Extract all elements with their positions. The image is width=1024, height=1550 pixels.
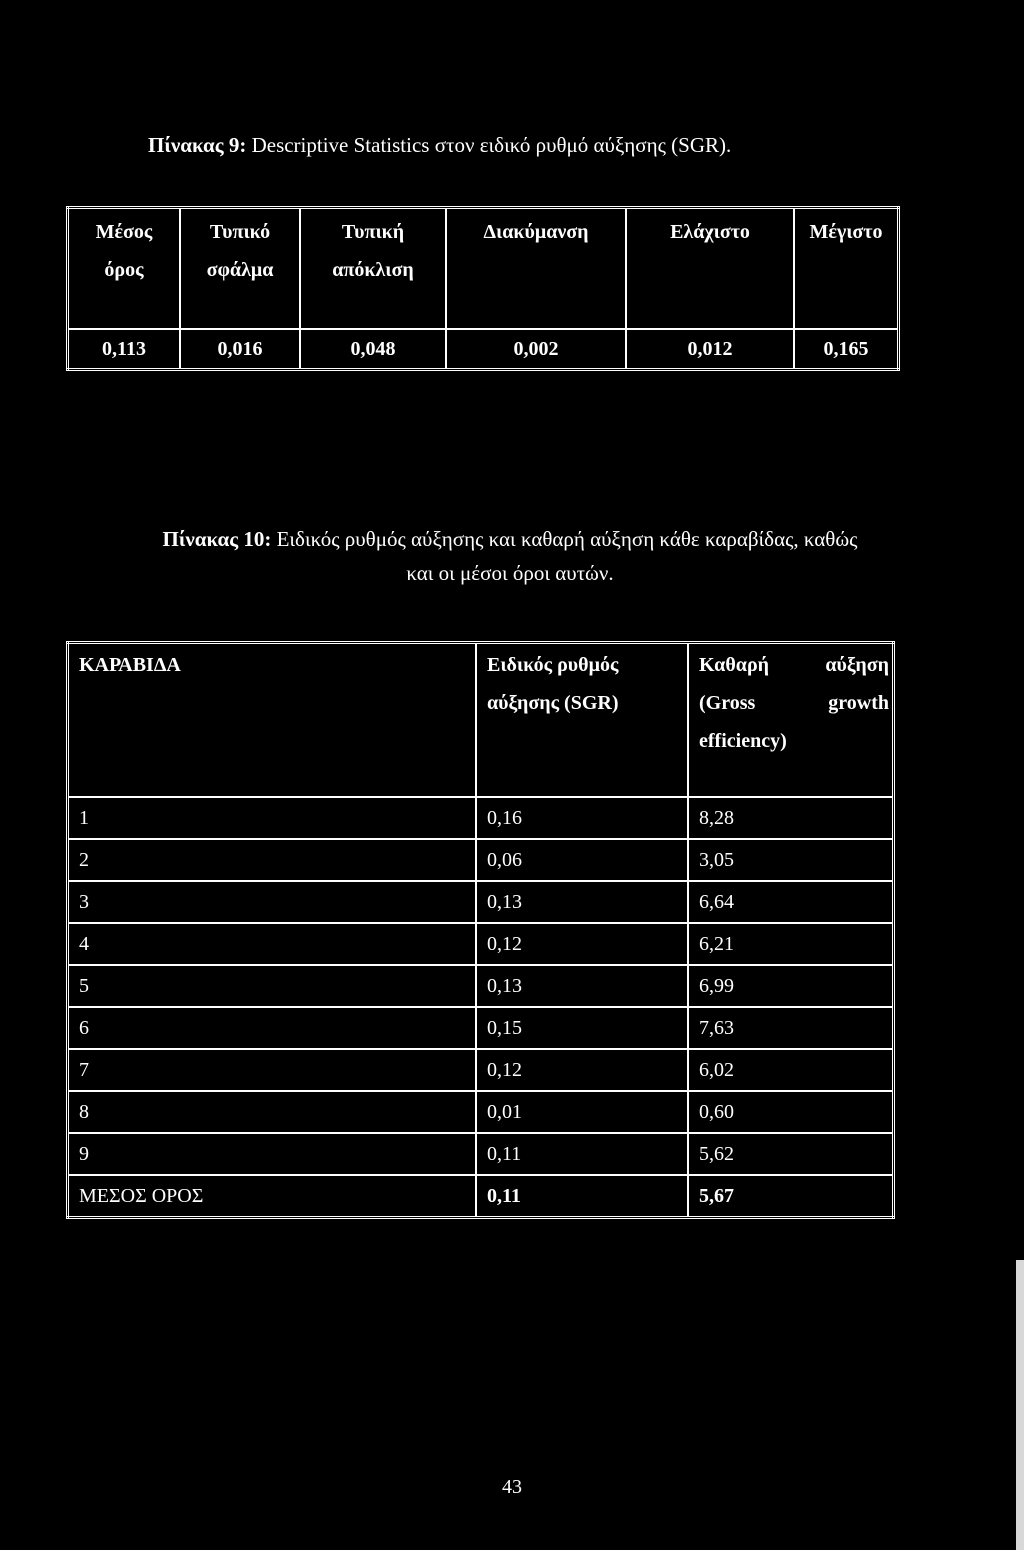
header-line [699,646,889,684]
value-standard-error: 0,016 [180,329,300,370]
table-row [68,923,894,965]
cell-sgr: 0,06 [476,839,688,881]
table-header-row [68,208,899,330]
table-row [68,839,894,881]
cell-crayfish-id: 1 [68,797,477,839]
table10-caption-label: Πίνακας 10: [162,527,272,551]
table9-caption-text: Descriptive Statistics στον ειδικό ρυθμό αύξησης (SGR). [246,133,732,157]
header-word: αύξηση [825,654,889,676]
header-line: Τυπικό [209,221,271,243]
header-mean [68,208,181,330]
cell-crayfish-id: 2 [68,839,477,881]
cell-gross-growth: 8,28 [688,797,894,839]
table9-caption-label: Πίνακας 9: [148,133,247,157]
cell-crayfish-id: 7 [68,1049,477,1091]
header-crayfish: ΚΑΡΑΒΙΔΑ [68,643,477,798]
header-gross-growth [688,643,894,798]
cell-sgr: 0,12 [476,1049,688,1091]
cell-gross-growth: 5,62 [688,1133,894,1175]
cell-sgr: 0,01 [476,1091,688,1133]
table-average-row [68,1175,894,1218]
value-mean: 0,113 [68,329,181,370]
header-line: Μέσος [95,221,153,243]
table10-caption [140,522,880,590]
value-standard-deviation: 0,048 [300,329,446,370]
table-row [68,797,894,839]
cell-average-sgr: 0,11 [476,1175,688,1218]
cell-sgr: 0,12 [476,923,688,965]
header-word: Καθαρή [699,654,769,676]
cell-crayfish-id: 4 [68,923,477,965]
table-row [68,1007,894,1049]
cell-sgr: 0,13 [476,965,688,1007]
crayfish-growth-table [66,641,895,1219]
cell-gross-growth: 6,99 [688,965,894,1007]
header-line: efficiency) [699,730,787,752]
table10-caption-text: Ειδικός ρυθμός αύξησης και καθαρή αύξηση κάθε καραβίδας, καθώς [271,527,858,551]
cell-gross-growth: 3,05 [688,839,894,881]
header-line: όρος [104,259,144,281]
table10-caption-line1 [140,522,880,556]
cell-crayfish-id: 5 [68,965,477,1007]
header-minimum [626,208,794,330]
table-row [68,965,894,1007]
header-line: Διακύμανση [483,221,589,243]
cell-crayfish-id: 8 [68,1091,477,1133]
header-standard-deviation [300,208,446,330]
header-word: growth [828,692,889,714]
header-line: σφάλμα [206,259,274,281]
cell-sgr: 0,16 [476,797,688,839]
cell-sgr: 0,11 [476,1133,688,1175]
cell-sgr: 0,13 [476,881,688,923]
cell-gross-growth: 0,60 [688,1091,894,1133]
header-line: αύξησης (SGR) [487,692,619,714]
cell-gross-growth: 6,02 [688,1049,894,1091]
cell-sgr: 0,15 [476,1007,688,1049]
cell-gross-growth: 7,63 [688,1007,894,1049]
header-line: Ειδικός ρυθμός [487,654,619,676]
header-line: Τυπική [341,221,405,243]
cell-gross-growth: 6,64 [688,881,894,923]
table9-caption [148,128,948,162]
cell-crayfish-id: 9 [68,1133,477,1175]
page-number: 43 [502,1476,522,1498]
header-line [699,684,889,722]
cell-average-label: ΜΕΣΟΣ ΟΡΟΣ [68,1175,477,1218]
table-row [68,1091,894,1133]
table-header-row [68,643,894,798]
header-line: απόκλιση [332,259,414,281]
header-sgr [476,643,688,798]
cell-crayfish-id: 6 [68,1007,477,1049]
cell-crayfish-id: 3 [68,881,477,923]
value-minimum: 0,012 [626,329,794,370]
scan-edge [1016,1260,1024,1550]
table10-caption-line2: και οι μέσοι όροι αυτών. [406,561,614,585]
header-maximum [794,208,899,330]
header-word: (Gross [699,692,756,714]
header-line: Ελάχιστο [670,221,750,243]
table-row [68,1133,894,1175]
cell-average-gross-growth: 5,67 [688,1175,894,1218]
value-variance: 0,002 [446,329,626,370]
header-standard-error [180,208,300,330]
cell-gross-growth: 6,21 [688,923,894,965]
table-row [68,881,894,923]
table-row [68,329,899,370]
value-maximum: 0,165 [794,329,899,370]
descriptive-statistics-table [66,206,900,371]
header-line: Μέγιστο [809,221,883,243]
table-row [68,1049,894,1091]
header-variance [446,208,626,330]
